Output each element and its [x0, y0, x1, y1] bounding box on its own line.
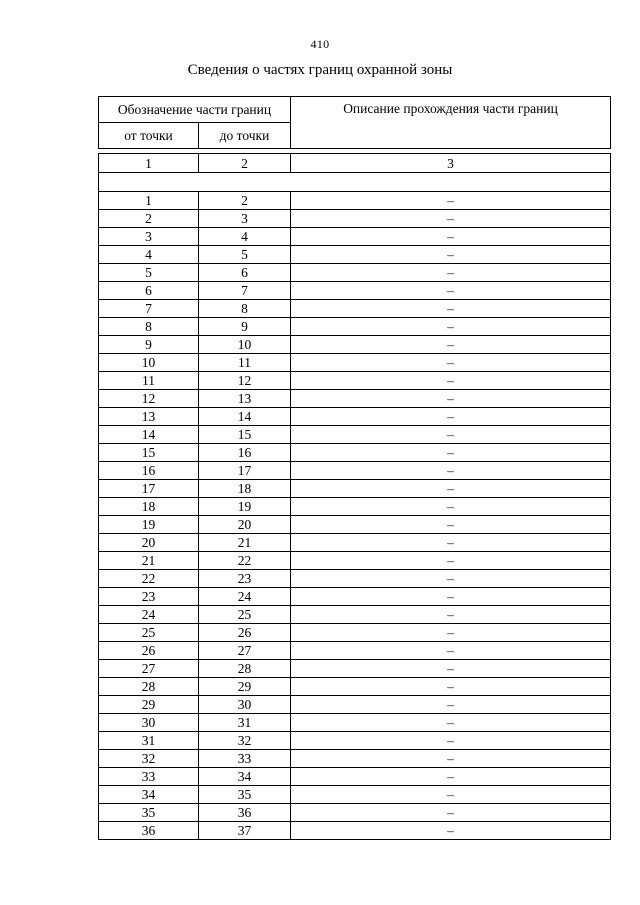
- table-row: [99, 750, 611, 768]
- table-row: [99, 282, 611, 300]
- table-row: [99, 354, 611, 372]
- description-cell: –: [291, 300, 611, 318]
- to-point-cell: 5: [199, 246, 291, 264]
- table-row: [99, 642, 611, 660]
- boundary-table: [98, 96, 611, 840]
- from-point-cell: 6: [99, 282, 199, 300]
- table-row: [99, 624, 611, 642]
- table-row: [99, 210, 611, 228]
- to-point-cell: 13: [199, 390, 291, 408]
- from-point-cell: 10: [99, 354, 199, 372]
- table-row: [99, 444, 611, 462]
- blank-row: [99, 173, 611, 192]
- description-cell: –: [291, 318, 611, 336]
- header-from-cell: от точки: [99, 123, 199, 149]
- table-row: [99, 408, 611, 426]
- header-row-group: [99, 97, 611, 123]
- description-cell: –: [291, 624, 611, 642]
- table-row: [99, 372, 611, 390]
- to-point-cell: 29: [199, 678, 291, 696]
- table-row: [99, 192, 611, 210]
- to-point-cell: 8: [199, 300, 291, 318]
- from-point-cell: 9: [99, 336, 199, 354]
- to-point-cell: 37: [199, 822, 291, 840]
- table-row: [99, 732, 611, 750]
- description-cell: –: [291, 696, 611, 714]
- description-cell: –: [291, 210, 611, 228]
- description-cell: –: [291, 570, 611, 588]
- description-cell: –: [291, 678, 611, 696]
- table-row: [99, 336, 611, 354]
- description-cell: –: [291, 336, 611, 354]
- from-point-cell: 1: [99, 192, 199, 210]
- from-point-cell: 23: [99, 588, 199, 606]
- description-cell: –: [291, 264, 611, 282]
- from-point-cell: 34: [99, 786, 199, 804]
- from-point-cell: 17: [99, 480, 199, 498]
- table-row: [99, 606, 611, 624]
- from-point-cell: 24: [99, 606, 199, 624]
- table-row: [99, 516, 611, 534]
- to-point-cell: 33: [199, 750, 291, 768]
- from-point-cell: 15: [99, 444, 199, 462]
- table-row: [99, 318, 611, 336]
- table-row: [99, 696, 611, 714]
- description-cell: –: [291, 480, 611, 498]
- table-row: [99, 588, 611, 606]
- description-cell: –: [291, 462, 611, 480]
- table-row: [99, 228, 611, 246]
- table-row: [99, 714, 611, 732]
- table-row: [99, 534, 611, 552]
- blank-cell: [99, 173, 611, 192]
- to-point-cell: 31: [199, 714, 291, 732]
- to-point-cell: 23: [199, 570, 291, 588]
- description-cell: –: [291, 750, 611, 768]
- table-row: [99, 552, 611, 570]
- description-cell: –: [291, 192, 611, 210]
- from-point-cell: 32: [99, 750, 199, 768]
- description-cell: –: [291, 390, 611, 408]
- description-cell: –: [291, 660, 611, 678]
- header-to-cell: до точки: [199, 123, 291, 149]
- description-cell: –: [291, 822, 611, 840]
- to-point-cell: 16: [199, 444, 291, 462]
- column-number-2: 2: [199, 154, 291, 173]
- from-point-cell: 26: [99, 642, 199, 660]
- to-point-cell: 32: [199, 732, 291, 750]
- to-point-cell: 18: [199, 480, 291, 498]
- to-point-cell: 21: [199, 534, 291, 552]
- boundary-table-body: [99, 97, 611, 840]
- description-cell: –: [291, 786, 611, 804]
- column-number-1: 1: [99, 154, 199, 173]
- description-cell: –: [291, 768, 611, 786]
- table-row: [99, 246, 611, 264]
- to-point-cell: 10: [199, 336, 291, 354]
- description-cell: –: [291, 606, 611, 624]
- from-point-cell: 33: [99, 768, 199, 786]
- from-point-cell: 8: [99, 318, 199, 336]
- description-cell: –: [291, 516, 611, 534]
- to-point-cell: 3: [199, 210, 291, 228]
- from-point-cell: 36: [99, 822, 199, 840]
- description-cell: –: [291, 714, 611, 732]
- to-point-cell: 2: [199, 192, 291, 210]
- from-point-cell: 19: [99, 516, 199, 534]
- from-point-cell: 11: [99, 372, 199, 390]
- table-row: [99, 264, 611, 282]
- to-point-cell: 24: [199, 588, 291, 606]
- description-cell: –: [291, 372, 611, 390]
- table-row: [99, 462, 611, 480]
- from-point-cell: 4: [99, 246, 199, 264]
- table-row: [99, 660, 611, 678]
- description-cell: –: [291, 552, 611, 570]
- description-cell: –: [291, 354, 611, 372]
- to-point-cell: 28: [199, 660, 291, 678]
- table-row: [99, 570, 611, 588]
- to-point-cell: 27: [199, 642, 291, 660]
- description-cell: –: [291, 228, 611, 246]
- description-cell: –: [291, 642, 611, 660]
- from-point-cell: 22: [99, 570, 199, 588]
- table-row: [99, 786, 611, 804]
- table-row: [99, 678, 611, 696]
- to-point-cell: 26: [199, 624, 291, 642]
- to-point-cell: 6: [199, 264, 291, 282]
- to-point-cell: 15: [199, 426, 291, 444]
- to-point-cell: 9: [199, 318, 291, 336]
- to-point-cell: 22: [199, 552, 291, 570]
- table-row: [99, 300, 611, 318]
- to-point-cell: 25: [199, 606, 291, 624]
- table-row: [99, 822, 611, 840]
- to-point-cell: 20: [199, 516, 291, 534]
- description-cell: –: [291, 534, 611, 552]
- table-row: [99, 480, 611, 498]
- description-cell: –: [291, 732, 611, 750]
- from-point-cell: 29: [99, 696, 199, 714]
- page-number: 410: [310, 37, 330, 51]
- column-number-3: 3: [291, 154, 611, 173]
- from-point-cell: 27: [99, 660, 199, 678]
- description-cell: –: [291, 246, 611, 264]
- description-cell: –: [291, 588, 611, 606]
- description-cell: –: [291, 408, 611, 426]
- from-point-cell: 30: [99, 714, 199, 732]
- from-point-cell: 18: [99, 498, 199, 516]
- from-point-cell: 21: [99, 552, 199, 570]
- to-point-cell: 30: [199, 696, 291, 714]
- description-cell: –: [291, 426, 611, 444]
- description-cell: –: [291, 444, 611, 462]
- to-point-cell: 14: [199, 408, 291, 426]
- to-point-cell: 19: [199, 498, 291, 516]
- table-row: [99, 426, 611, 444]
- from-point-cell: 7: [99, 300, 199, 318]
- to-point-cell: 36: [199, 804, 291, 822]
- from-point-cell: 12: [99, 390, 199, 408]
- table-row: [99, 390, 611, 408]
- to-point-cell: 17: [199, 462, 291, 480]
- column-number-row: [99, 154, 611, 173]
- table-row: [99, 804, 611, 822]
- description-cell: –: [291, 498, 611, 516]
- from-point-cell: 31: [99, 732, 199, 750]
- to-point-cell: 11: [199, 354, 291, 372]
- table-row: [99, 768, 611, 786]
- header-description-cell: Описание прохождения части границ: [291, 97, 611, 149]
- from-point-cell: 2: [99, 210, 199, 228]
- from-point-cell: 3: [99, 228, 199, 246]
- from-point-cell: 5: [99, 264, 199, 282]
- from-point-cell: 13: [99, 408, 199, 426]
- to-point-cell: 7: [199, 282, 291, 300]
- to-point-cell: 35: [199, 786, 291, 804]
- from-point-cell: 28: [99, 678, 199, 696]
- from-point-cell: 14: [99, 426, 199, 444]
- from-point-cell: 25: [99, 624, 199, 642]
- from-point-cell: 20: [99, 534, 199, 552]
- description-cell: –: [291, 804, 611, 822]
- from-point-cell: 16: [99, 462, 199, 480]
- to-point-cell: 34: [199, 768, 291, 786]
- description-cell: –: [291, 282, 611, 300]
- to-point-cell: 4: [199, 228, 291, 246]
- header-group-cell: Обозначение части границ: [99, 97, 291, 123]
- to-point-cell: 12: [199, 372, 291, 390]
- table-row: [99, 498, 611, 516]
- from-point-cell: 35: [99, 804, 199, 822]
- page-title: Сведения о частях границ охранной зоны: [187, 62, 453, 78]
